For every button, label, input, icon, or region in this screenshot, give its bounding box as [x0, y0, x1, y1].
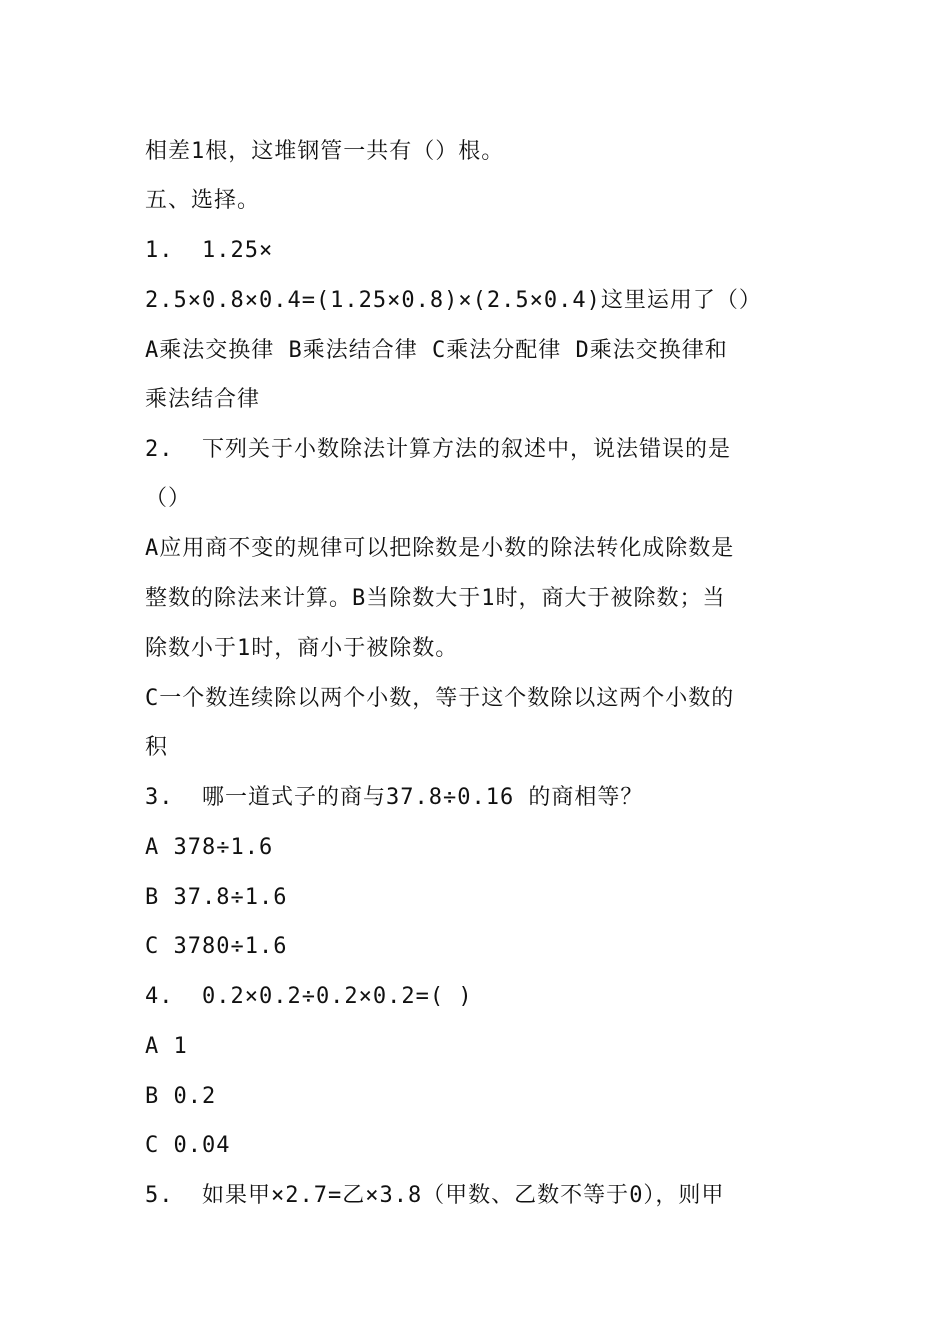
text-line: （） [145, 486, 192, 511]
question-2: 2. 下列关于小数除法计算方法的叙述中，说法错误的是 [145, 437, 731, 462]
option-c: C 3780÷1.6 [145, 934, 288, 959]
options-line: A乘法交换律 B乘法结合律 C乘法分配律 D乘法交换律和 [145, 338, 728, 363]
option-b: B 37.8÷1.6 [145, 885, 288, 910]
option-c: C 0.04 [145, 1133, 231, 1158]
text-line: 相差1根，这堆钢管一共有（）根。 [145, 139, 505, 164]
question-4: 4. 0.2×0.2÷0.2×0.2=( ) [145, 984, 473, 1009]
option-c: C一个数连续除以两个小数，等于这个数除以这两个小数的 [145, 686, 735, 711]
text-line: 乘法结合律 [145, 387, 261, 412]
section-heading: 五、选择。 [145, 188, 261, 213]
question-1: 1. 1.25× [145, 238, 274, 263]
text-line: 2.5×0.8×0.4=(1.25×0.8)×(2.5×0.4)这里运用了（） [145, 288, 762, 313]
text-line: 除数小于1时，商小于被除数。 [145, 636, 459, 661]
option-b: 整数的除法来计算。B当除数大于1时，商大于被除数；当 [145, 586, 726, 611]
text-line: 积 [145, 735, 169, 760]
option-a: A应用商不变的规律可以把除数是小数的除法转化成除数是 [145, 536, 735, 561]
question-3: 3. 哪一道式子的商与37.8÷0.16 的商相等？ [145, 785, 644, 810]
option-a: A 378÷1.6 [145, 835, 274, 860]
question-5: 5. 如果甲×2.7=乙×3.8（甲数、乙数不等于0），则甲 [145, 1183, 725, 1208]
option-b: B 0.2 [145, 1084, 217, 1109]
option-a: A 1 [145, 1034, 188, 1059]
